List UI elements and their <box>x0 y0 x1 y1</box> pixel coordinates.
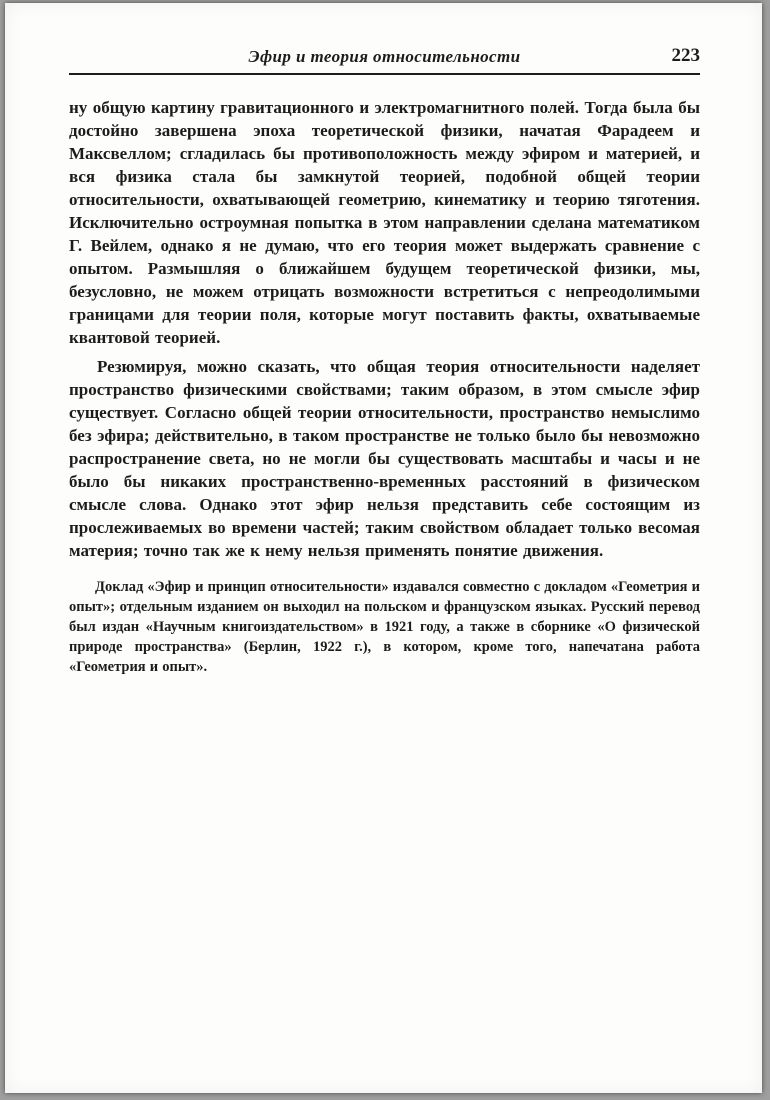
book-page <box>5 3 762 1093</box>
page-number: 223 <box>671 45 700 66</box>
editorial-note: Доклад «Эфир и принцип относительности» издавался совместно с докладом «Геометрия и опыт»; отдельным изданием он выходил на польском и французском языках. Русский перевод был издан «Научным книгоиздательством» в 1921 году, а также в сборнике «О физической природе пространства» (Берлин, 1922 г.), в котором, кроме того, напечатана работа «Геометрия и опыт». <box>69 579 700 675</box>
paragraph-continuation: ну общую картину гравитационного и электромагнитного полей. Тогда была бы достойно завершена эпоха теоретической физики, начатая Фарадеем и Максвеллом; сгладилась бы противоположность между эфиром и материей, и вся физика стала бы замкнутой теорией, подобной общей теории относительности, охватывающей геометрию, кинематику и теорию тяготения. Исключительно остроумная попытка в этом направлении сделана математиком Г. Вейлем, однако я не думаю, что его теория может выдержать сравнение с опытом. Размышляя о ближайшем будущем теоретической физики, мы, безусловно, не можем отрицать возможности встретиться с непреодолимыми границами для теории поля, которые могут поставить факты, охватываемые квантовой теорией. <box>69 98 700 347</box>
page-content <box>5 3 762 677</box>
running-title: Эфир и теория относительности <box>248 47 521 66</box>
header-rule <box>69 73 700 75</box>
paragraph-summary: Резюмируя, можно сказать, что общая теория относительности наделяет пространство физическими свойствами; таким образом, в этом смысле эфир существует. Согласно общей теории относительности, пространство немыслимо без эфира; действительно, в таком пространстве не только было бы невозможно распространение света, но не могли бы существовать масштабы и часы и не было бы никаких пространственно-временных расстояний в физическом смысле слова. Однако этот эфир нельзя представить себе состоящим из прослеживаемых во времени частей; таким свойством обладает только весомая материя; точно так же к нему нельзя применять понятие движения. <box>69 357 700 560</box>
page-header <box>69 47 700 71</box>
